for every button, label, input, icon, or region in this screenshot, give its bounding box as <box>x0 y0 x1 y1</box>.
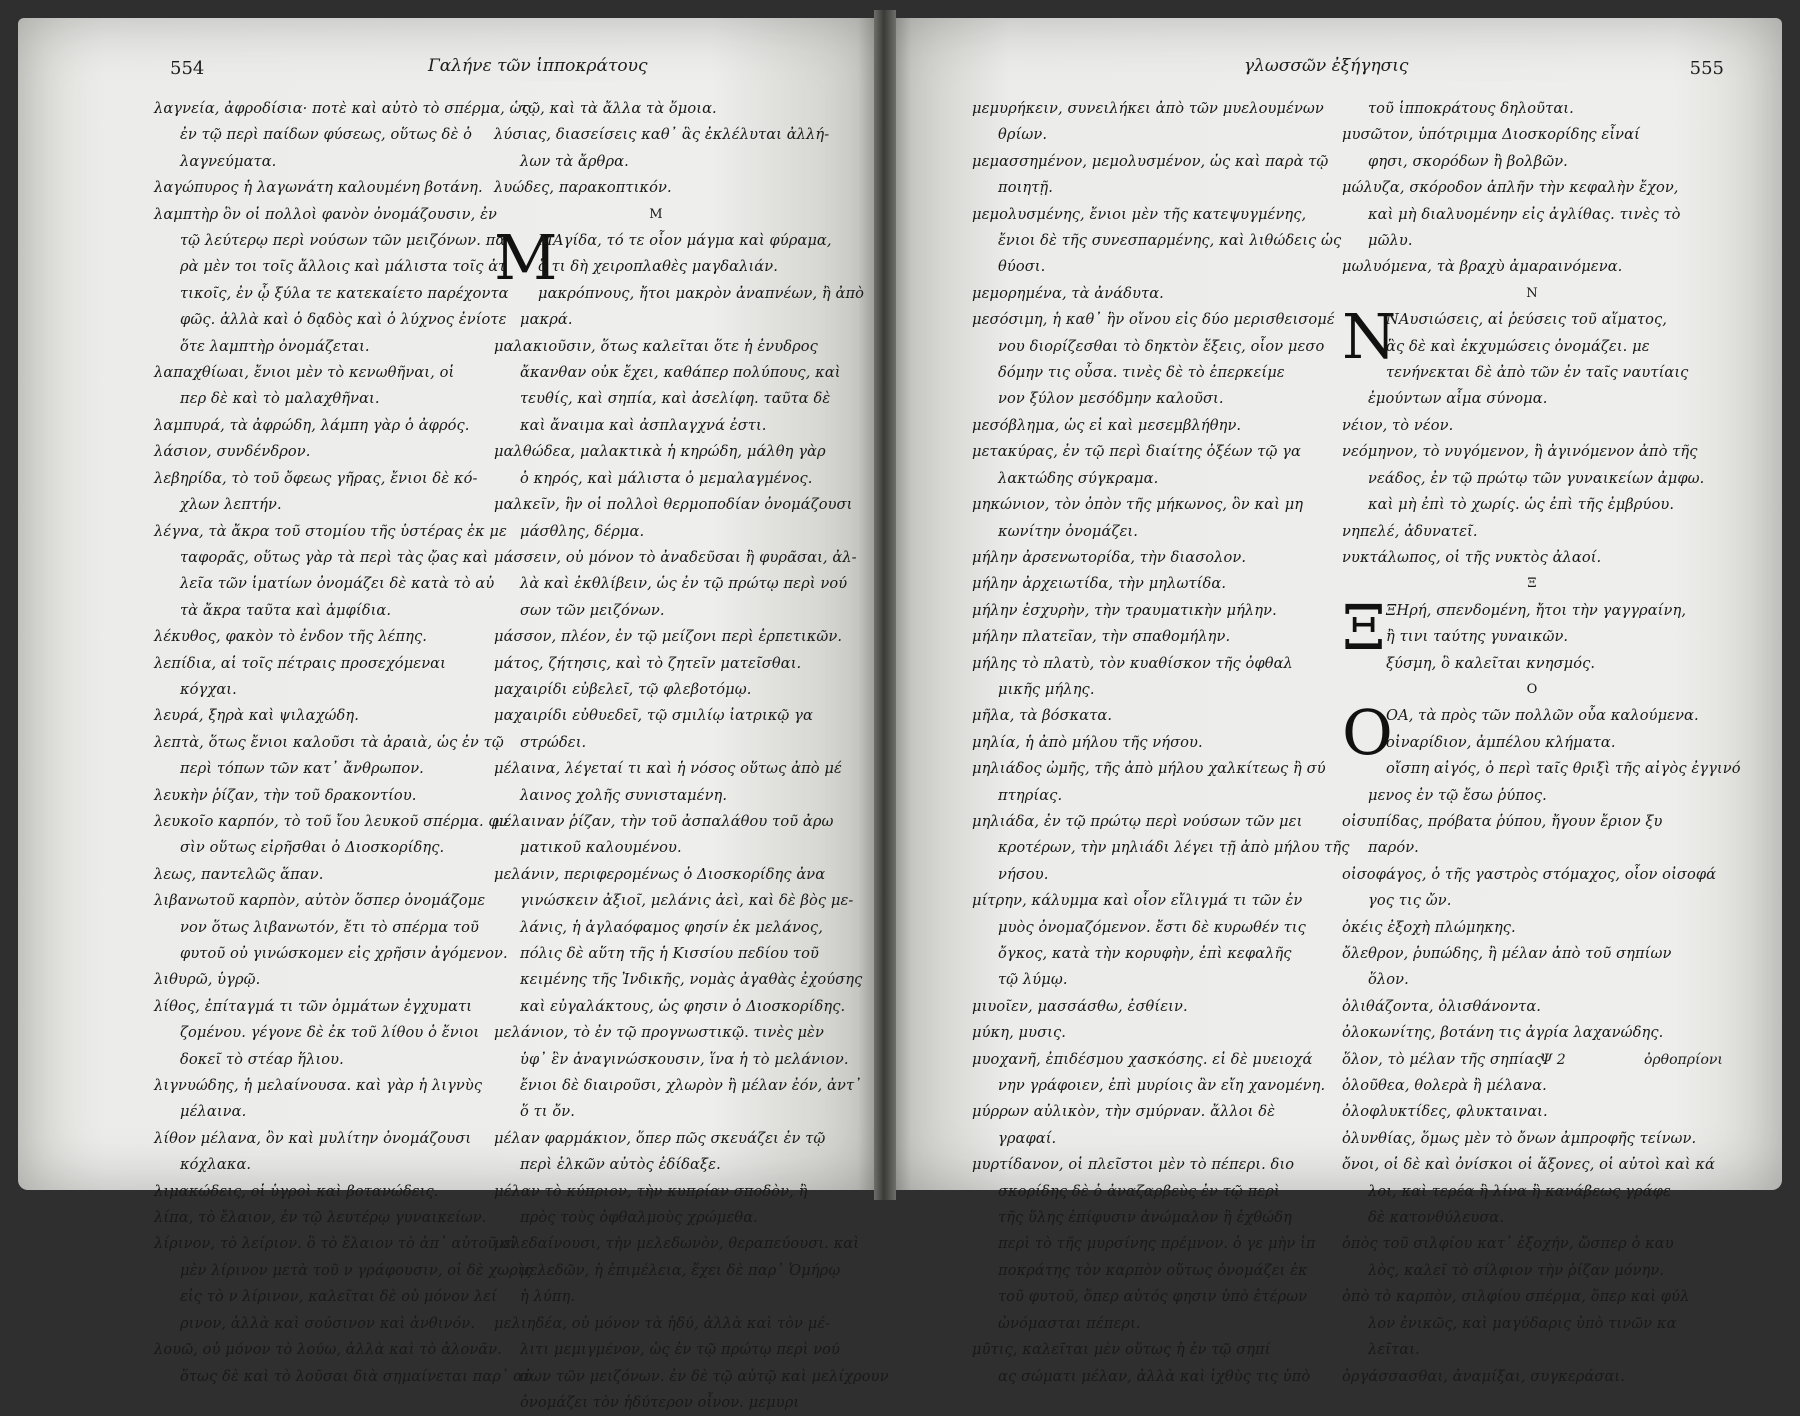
right-page <box>884 18 1782 1385</box>
text-line: λέκυθος, φακὸν τὸ ἐνδον τῆς λέπης. <box>154 628 428 646</box>
text-line: τῷ λεύτερῳ περὶ νούσων τῶν μειζόνων. πα <box>180 232 506 250</box>
text-line: μαλθώδεα, μαλακτικὰ ἡ κηρώδη, μάλθη γὰρ <box>494 443 826 461</box>
text-line: σων τῶν μειζόνων. ἐν δὲ τῷ αὐτῷ καὶ μελίχρουν <box>520 1367 889 1385</box>
text-line: μαλκεῖν, ἣν οἱ πολλοὶ θερμοποδίαν ὀνομάζουσι <box>494 496 853 514</box>
text-line: μηλία, ἡ ἀπὸ μήλου τῆς νήσου. <box>972 733 1203 751</box>
text-line: λεως, παντελῶς ἅπαν. <box>154 865 324 883</box>
text-line: κωνίτην ὀνομάζει. <box>998 522 1138 540</box>
text-column-2 <box>494 96 889 1416</box>
text-line: τῆς ὕλης ἐπίφυσιν ἀνώμαλον ἢ ἐχθώδη <box>998 1209 1293 1227</box>
text-line: κόγχαι. <box>180 680 237 698</box>
text-line: λύσιας, διασείσεις καθ᾽ ἃς ἐκλέλυται ἀλλή- <box>494 126 830 144</box>
text-line: μάσσον, πλέον, ἐν τῷ μείζονι περὶ ἑρπετικῶν. <box>494 628 843 646</box>
text-line: ΝΑυσιώσεις, αἱ ῥεύσεις τοῦ αἵματος, <box>1386 311 1668 329</box>
text-line: περὶ τὸ τῆς μυρσίνης πρέμνον. ὁ γε μὴν ἱπ <box>998 1235 1316 1253</box>
text-line: καὶ ἄναιμα καὶ ἀσπλαγχνά ἐστι. <box>520 416 767 434</box>
text-line: μώλυζα, σκόροδον ἁπλῆν τὴν κεφαλὴν ἔχον, <box>1342 179 1679 197</box>
text-line: περὶ ἑλκῶν αὐτὸς ἐδίδαξε. <box>520 1156 721 1174</box>
text-line: λεβηρίδα, τὸ τοῦ ὄφεως γῆρας, ἔνιοι δὲ κό- <box>154 469 478 487</box>
text-line: λιθυρῶ, ὑγρῷ. <box>154 971 261 989</box>
running-head: γλωσσῶν ἐξήγησις <box>1244 56 1409 76</box>
text-line: κόχλακα. <box>180 1156 252 1174</box>
text-line: ὀλοκωνίτης, βοτάνη τις ἀγρία λαχανώδης. <box>1342 1024 1664 1042</box>
text-line: μηλιάδα, ἐν τῷ πρώτῳ περὶ νούσων τῶν μει <box>972 812 1303 830</box>
text-line: μέλαιναν ῥίζαν, τὴν τοῦ ἀσπαλάθου τοῦ ἀρω <box>494 812 834 830</box>
text-line: ὅλον, τὸ μέλαν τῆς σηπίας. <box>1342 1050 1548 1068</box>
text-line: μίτρην, κάλυμμα καὶ οἷον εἴλιγμά τι τῶν ἐν <box>972 892 1303 910</box>
text-line: λακτώδης σύγκραμα. <box>998 469 1159 487</box>
text-line: μήλην ἐσχυρὴν, τὴν τραυματικὴν μήλην. <box>972 601 1277 619</box>
running-head: Γαλήνε τῶν ἱπποκράτους <box>428 56 648 76</box>
text-line: μέλαν φαρμάκιον, ὅπερ πῶς σκευάζει ἐν τῷ <box>494 1129 826 1147</box>
text-line: μέλαινα. <box>180 1103 247 1121</box>
text-line: ὁ κηρός, καὶ μάλιστα ὁ μεμαλαγμένος. <box>520 469 813 487</box>
text-line: ὄγκος, κατὰ τὴν κορυφὴν, ἐπὶ κεφαλῆς <box>998 945 1292 962</box>
text-line: μῆλα, τὰ βόσκατα. <box>972 707 1113 725</box>
text-line: λων τὰ ἄρθρα. <box>520 152 629 170</box>
text-line: νεόμηνον, τὸ νυγόμενον, ἢ ἀγινόμενον ἀπὸ τῆς <box>1342 443 1698 461</box>
left-page-header <box>18 56 884 86</box>
text-line: τῷ λύμῳ. <box>998 971 1068 989</box>
text-line: ὅτως δὲ καὶ τὸ λοῦσαι διὰ σημαίνεται παρ᾽ αὐ <box>180 1367 533 1385</box>
text-line: λουῶ, οὐ μόνον τὸ λούω, ἀλλὰ καὶ τὸ ἀλονᾶν. <box>154 1341 502 1359</box>
text-line: μήλην ἀρσενωτορίδα, τὴν διασολον. <box>972 548 1247 566</box>
text-line: ὀκέις ἐξοχὴ πλώμηκης. <box>1342 918 1516 936</box>
text-line: λευκοῖο καρπόν, τὸ τοῦ ἴου λευκοῦ σπέρμα. φυ <box>154 812 508 830</box>
text-line: ὅτε λαμπτὴρ ὀνομάζεται. <box>180 337 370 355</box>
text-line: ΜΑγίδα, τό τε οἷον μάγμα καὶ φύραμα, <box>538 232 832 250</box>
text-line: καὶ μὴ ἐπὶ τὸ χωρίς. ὡς ἐπὶ τῆς ἐμβρύου. <box>1368 496 1675 514</box>
text-line: μελάνιν, περιφερομένως ὁ Διοσκορίδης ἀνα <box>494 865 826 883</box>
text-line: μάτος, ζήτησις, καὶ τὸ ζητεῖν ματεῖσθαι. <box>494 654 802 672</box>
text-line: μήλης τὸ πλατὺ, τὸν κυαθίσκον τῆς ὀφθαλ <box>972 654 1293 672</box>
text-line: τευθίς, καὶ σηπία, καὶ ἀσελίφη. ταῦτα δὲ <box>520 390 831 408</box>
text-line: οἴσπη αἰγός, ὁ περὶ ταῖς θριξὶ τῆς αἰγὸς ἐγγινό <box>1386 760 1741 778</box>
text-line: λιτι μεμιγμένον, ὡς ἐν τῷ πρώτῳ περὶ νού <box>520 1341 841 1359</box>
text-line: ας σώματι μέλαν, ἀλλὰ καὶ ἰχθὺς τις ὑπὸ <box>998 1367 1311 1385</box>
text-line: λίπα, τὸ ἔλαιον, ἐν τῷ λευτέρῳ γυναικείων. <box>154 1209 487 1227</box>
text-line: ἡ λύπη. <box>520 1288 576 1306</box>
signature-mark: Ψ 2 <box>1540 1052 1566 1068</box>
book-gutter <box>874 10 896 1200</box>
text-line: λάσιον, συνδένδρον. <box>154 443 311 461</box>
text-line: μήλην πλατεῖαν, τὴν σπαθομήλην. <box>972 628 1231 646</box>
text-line: λαμπτὴρ ὃν οἱ πολλοὶ φανὸν ὀνομάζουσιν, ἐν <box>154 205 498 223</box>
text-line: δὲ κατονθύλευσα. <box>1368 1209 1505 1227</box>
section-letter: Ξ <box>1527 576 1537 592</box>
text-line: μυσῶτον, ὑπότριμμα Διοσκορίδης εἶναί <box>1342 126 1640 144</box>
drop-cap: N <box>1342 300 1397 374</box>
text-line: κροτέρων, τὴν μηλιάδι λέγει τῇ ἀπὸ μήλου τῆς <box>998 839 1350 857</box>
text-line: νον ὅτως λιβανωτόν, ἔτι τὸ σπέρμα τοῦ <box>180 918 479 936</box>
text-line: σὶν οὕτως εἰρῆσθαι ὁ Διοσκορίδης. <box>180 839 445 857</box>
text-line: μαχαιρίδι εὐβελεῖ, τῷ φλεβοτόμῳ. <box>494 680 752 698</box>
text-line: οἰσοφάγος, ὁ τῆς γαστρὸς στόμαχος, οἷον οἰσοφά <box>1342 865 1717 883</box>
text-line: φυτοῦ οὐ γινώσκομεν εἰς χρῆσιν ἀγόμενον. <box>180 945 508 962</box>
text-line: τοῦ φυτοῦ, ὅπερ αὐτός φησιν ὑπὸ ἑτέρων <box>998 1288 1308 1306</box>
text-line: λαμπυρά, τὰ ἀφρώδη, λάμπη γὰρ ὁ ἀφρός. <box>154 416 470 434</box>
text-line: μηλιάδος ὠμῆς, τῆς ἀπὸ μήλου χαλκίτεως ἢ σύ <box>972 760 1326 778</box>
text-line: νεάδος, ἐν τῷ πρώτῳ τῶν γυναικείων ἀμφω. <box>1368 469 1705 487</box>
text-line: νου διορίζεσθαι τὸ δηκτὸν ἕξεις, οἷον μεσο <box>998 337 1325 355</box>
text-line: ἃς δὲ καὶ ἐκχυμώσεις ὀνομάζει. με <box>1386 337 1650 355</box>
text-line: μωλυόμενα, τὰ βραχὺ ἀμαραινόμενα. <box>1342 258 1623 276</box>
text-line: λὰ καὶ ἐκθλίβειν, ὡς ἐν τῷ πρώτῳ περὶ νού <box>520 575 848 593</box>
text-line: ὀργάσσασθαι, ἀναμίξαι, συγκεράσαι. <box>1342 1367 1625 1385</box>
text-line: λιμακώδεις, οἱ ὑγροὶ καὶ βοτανώδεις. <box>154 1182 439 1200</box>
left-page <box>18 18 889 1411</box>
text-line: παρόν. <box>1368 839 1419 857</box>
text-line: μεμολυσμένης, ἔνιοι μὲν τῆς κατεψυγμένης, <box>972 205 1307 223</box>
page-number: 554 <box>170 58 205 79</box>
text-column-2 <box>1342 96 1741 1390</box>
text-line: μενος ἐν τῷ ἔσω ῥύπος. <box>1368 786 1547 804</box>
text-line: νηπελέ, ἀδυνατεῖ. <box>1342 522 1478 540</box>
text-line: λιβανωτοῦ καρπὸν, αὐτὸν ὅσπερ ὀνομάζομε <box>154 892 486 910</box>
text-line: γος τις ὤν. <box>1368 892 1452 910</box>
text-line: ὄλεθρον, ῥυπώδης, ἢ μέλαν ἀπὸ τοῦ σηπίων <box>1342 945 1672 962</box>
text-line: πτηρίας. <box>998 786 1063 804</box>
text-line: μελεδαίνουσι, τὴν μελεδωνὸν, θεραπεύουσι. καὶ <box>494 1235 860 1253</box>
text-line: μῶλυ. <box>1368 232 1413 250</box>
text-line: ρινον, ἀλλὰ καὶ σούσινον καὶ ἀνθινόν. <box>180 1314 476 1332</box>
text-line: χλων λεπτήν. <box>180 496 282 514</box>
text-line: μάσθλης, δέρμα. <box>520 522 645 540</box>
text-line: μελιηδέα, οὐ μόνον τὰ ἡδύ, ἀλλὰ καὶ τὸν μέ- <box>494 1314 831 1332</box>
section-letter: Ο <box>1526 681 1538 697</box>
text-line: ἐν τῷ περὶ παίδων φύσεως, οὕτως δὲ ὁ <box>180 126 473 144</box>
text-line: ἔνιοι δὲ διαιροῦσι, χλωρὸν ἢ μέλαν ἐόν, ἀντ᾽ <box>520 1077 862 1095</box>
text-line: λεπτὰ, ὅτως ἔνιοι καλοῦσι τὰ ἀραιὰ, ὡς ἐν τῷ <box>154 733 504 751</box>
text-line: ἢ τινι ταύτης γυναικῶν. <box>1386 628 1569 646</box>
text-line: λὸς, καλεῖ τὸ σίλφιον τὴν ῥίζαν μόνην. <box>1368 1261 1665 1279</box>
drop-cap: Ξ <box>1342 590 1386 664</box>
text-line: θρίων. <box>998 126 1048 144</box>
text-line: λεῖα τῶν ἱματίων ὀνομάζει δὲ κατὰ τὸ αὐ <box>180 575 495 593</box>
text-line: λευκὴν ῥίζαν, τὴν τοῦ δρακοντίου. <box>154 786 417 804</box>
text-line: στρώδει. <box>520 733 587 751</box>
text-line: ὀλυνθίας, ὅμως μὲν τὸ ὄνων ἀμπροφῆς τείνων. <box>1342 1129 1697 1147</box>
text-line: πόλις δὲ αὕτη τῆς ἡ Κισσίου πεδίου τοῦ <box>520 945 819 962</box>
text-line: ὀλοφλυκτίδες, φλυκταιναι. <box>1342 1103 1548 1121</box>
text-line: λαγώπυρος ἡ λαγωνάτη καλουμένη βοτάνη. <box>154 179 483 197</box>
text-line: λεῖται. <box>1368 1341 1420 1359</box>
text-line: λίρινον, τὸ λείριον. ὃ τὸ ἔλαιον τὸ ἀπ᾽ αὐτοῦ οἱ <box>154 1235 516 1253</box>
text-line: φησι, σκορόδων ἢ βολβῶν. <box>1368 152 1568 170</box>
text-line: μήλην ἀρχειωτίδα, τὴν μηλωτίδα. <box>972 575 1227 593</box>
text-line: τῷ, καὶ τὰ ἄλλα τὰ ὅμοια. <box>520 100 717 117</box>
text-line: μάσσειν, οὐ μόνον τὸ ἀναδεῦσαι ἢ φυρᾶσαι, ἀλ- <box>494 548 857 566</box>
text-line: λέγνα, τὰ ἄκρα τοῦ στομίου τῆς ὑστέρας ἐκ με <box>154 522 507 540</box>
text-line: σων τῶν μειζόνων. <box>520 601 665 619</box>
text-line: κειμένης τῆς Ἰνδικῆς, νομὰς ἀγαθὰς ἐχούσης <box>520 971 863 989</box>
text-line: μικῆς μήλης. <box>998 680 1095 698</box>
text-line: λον ἐνικῶς, καὶ μαγύδαρις ὑπὸ τινῶν κα <box>1368 1314 1677 1332</box>
text-line: μυοχανῆ, ἐπιδέσμου χασκόσης. εἰ δὲ μυειοχά <box>972 1050 1313 1068</box>
text-line: ΟΑ, τὰ πρὸς τῶν πολλῶν οὗα καλούμενα. <box>1386 707 1699 725</box>
text-line: ὑφ᾽ ἓν ἀναγινώσκουσιν, ἵνα ἡ τὸ μελάνιον. <box>520 1050 849 1068</box>
text-line: λαινος χολῆς συνισταμένη. <box>520 786 728 804</box>
text-line: μῦτις, καλεῖται μὲν οὕτως ἡ ἐν τῷ σηπί <box>972 1341 1271 1359</box>
right-page-header <box>884 56 1782 86</box>
text-line: ζομένου. γέγονε δὲ ἐκ τοῦ λίθου ὁ ἔνιοι <box>180 1024 480 1042</box>
text-line: τικοῖς, ἐν ᾧ ξύλα τε κατεκαίετο παρέχοντα <box>180 284 509 302</box>
text-line: τοῦ ἱπποκράτους δηλοῦται. <box>1368 100 1574 117</box>
text-line: θύοσι. <box>998 258 1046 276</box>
text-line: ὠνόμασται πέπερι. <box>998 1314 1141 1332</box>
text-line: περὶ τόπων τῶν κατ᾽ ἄνθρωπον. <box>180 760 424 778</box>
text-line: ὀλοῦθεα, θολερὰ ἢ μέλανα. <box>1342 1077 1547 1095</box>
text-line: ἐμούντων αἷμα σύνομα. <box>1368 390 1548 408</box>
text-line: ἔνιοι δὲ τῆς συνεσπαρμένης, καὶ λιθώδεις ὡς <box>998 232 1342 250</box>
text-line: νέιον, τὸ νέον. <box>1342 416 1454 434</box>
text-line: μετακύρας, ἐν τῷ περὶ διαίτης ὀξέων τῷ γα <box>972 443 1301 461</box>
text-line: λεπίδια, αἱ τοῖς πέτραις προσεχόμεναι <box>154 654 446 672</box>
page-number: 555 <box>1689 58 1724 79</box>
text-line: ὀπὸ τὸ καρπὸν, σιλφίου σπέρμα, ὅπερ καὶ φύλ <box>1342 1288 1690 1306</box>
text-line: ματικοῦ καλουμένου. <box>520 839 682 857</box>
text-line: λίθον μέλανα, ὃν καὶ μυλίτην ὀνομάζουσι <box>154 1129 472 1147</box>
text-line: λαπαχθίωαι, ἔνιοι μὲν τὸ κενωθῆναι, οἱ <box>154 364 455 382</box>
text-line: φῶς. ἀλλὰ καὶ ὁ δᾳδὸς καὶ ὁ λύχνος ἐνίοτε <box>180 311 507 329</box>
text-line: ἄκανθαν οὐκ ἔχει, καθάπερ πολύπους, καὶ <box>520 364 841 382</box>
text-line: ὄνοι, οἱ δὲ καὶ ὀνίσκοι οἱ ἄξονες, οἱ αὐτοὶ καὶ κά <box>1342 1156 1715 1174</box>
text-line: ὀνομάζει τὸν ἡδύτερον οἶνον. μεμυρι <box>520 1393 800 1411</box>
text-column-1 <box>154 96 533 1390</box>
text-line: τὰ ἄκρα ταῦτα καὶ ἀμφίδια. <box>180 601 392 619</box>
text-line: σκορίδης δὲ ὁ ἀναζαρβεὺς ἐν τῷ περὶ <box>998 1182 1280 1200</box>
text-line: μελεδῶν, ἡ ἐπιμέλεια, ἔχει δὲ παρ᾽ Ὁμήρῳ <box>520 1261 841 1279</box>
section-letter: Ν <box>1526 285 1538 301</box>
text-line: μέλαν τὸ κύπριον, τὴν κυπρίαν σποδὸν, ἢ <box>494 1182 808 1200</box>
text-line: μεμασσημένον, μεμολυσμένον, ὡς καὶ παρὰ τῷ <box>972 152 1329 170</box>
text-line: λίθος, ἐπίταγμά τι τῶν ὀμμάτων ἐγχυματι <box>154 997 473 1015</box>
text-line: μέλαινα, λέγεταί τι καὶ ἡ νόσος οὕτως ἀπὸ μέ <box>494 760 842 778</box>
text-line: μηκώνιον, τὸν ὀπὸν τῆς μήκωνος, ὃν καὶ μη <box>972 496 1304 514</box>
text-line: λευρά, ξηρὰ καὶ ψιλαχώδη. <box>154 707 359 725</box>
text-line: ποιητῇ. <box>998 179 1053 197</box>
text-line: ΞΗρή, σπενδομένη, ἤτοι τὴν γαγγραίνη, <box>1386 601 1687 619</box>
text-line: ὅ τι ὄν. <box>520 1103 575 1121</box>
text-line: μιυοῖεν, μασσάσθω, ἐσθίειν. <box>972 997 1188 1015</box>
section-letter: Μ <box>649 206 663 222</box>
text-line: λοι, καὶ τερέα ἢ λίνα ἢ κανάβεως γράφε <box>1368 1182 1671 1200</box>
text-line: μακρόπνους, ἤτοι μακρὸν ἀναπνέων, ἢ ἀπὸ <box>538 284 865 302</box>
text-line: οἰναρίδιον, ἀμπέλου κλήματα. <box>1386 733 1616 751</box>
text-line: μεσόβλημα, ὡς εἰ καὶ μεσεμβλήθην. <box>972 416 1242 434</box>
text-line: πρὸς τοὺς ὀφθαλμοὺς χρώμεθα. <box>520 1209 758 1227</box>
text-line: γραφαί. <box>998 1129 1057 1147</box>
text-line: μεμυρήκειν, συνειλήκει ἀπὸ τῶν μυελουμένων <box>972 100 1324 117</box>
drop-cap: M <box>494 221 558 295</box>
text-line: μεμορημένα, τὰ ἀνάδυτα. <box>972 284 1164 302</box>
text-line: μελάνιον, τὸ ἐν τῷ προγνωστικῷ. τινὲς μὲν <box>494 1024 824 1042</box>
text-line: λαγνεία, ἀφροδίσια· ποτὲ καὶ αὐτὸ τὸ σπέρμα, ὡς <box>154 100 530 117</box>
text-line: μαλακιοῦσιν, ὅτως καλεῖται ὅτε ἡ ἐνυδρος <box>494 337 818 355</box>
text-line: μύρρων αὐλικὸν, τὴν σμύρναν. ἄλλοι δὲ <box>972 1103 1276 1121</box>
text-line: τενήνεκται δὲ ἀπὸ τῶν ἐν ταῖς ναυτίαις <box>1386 364 1689 382</box>
text-line: περ δὲ καὶ τὸ μαλαχθῆναι. <box>180 390 380 408</box>
text-line: μυρτίδανον, οἱ πλεῖστοι μὲν τὸ πέπερι. διο <box>972 1156 1295 1174</box>
text-line: μυὸς ὀνομαζόμενον. ἔστι δὲ κυρωθέν τις <box>998 918 1306 936</box>
text-line: λάνις, ἡ ἀγλαόφαμος φησίν ἐκ μελάνος, <box>520 918 823 936</box>
text-line: λυώδες, παρακοπτικόν. <box>494 179 672 197</box>
text-line: δοκεῖ τὸ στέαρ ἥλιου. <box>180 1050 344 1068</box>
text-line: ξύσμη, ὃ καλεῖται κνησμός. <box>1386 654 1596 672</box>
text-line: μὲν λίρινον μετὰ τοῦ ν γράφουσιν, οἱ δὲ χωρὶς <box>180 1261 533 1279</box>
text-line: ταφορᾶς, οὕτως γὰρ τὰ περὶ τὰς ᾤας καὶ <box>180 548 489 566</box>
text-line: μακρά. <box>520 311 573 329</box>
text-line: νον ξύλον μεσόδμην καλοῦσι. <box>998 390 1224 408</box>
text-line: νήσου. <box>998 865 1049 883</box>
text-line: γινώσκειν ἀξιοῖ, μελάνις ἀεὶ, καὶ δὲ βὸς με- <box>520 892 854 910</box>
text-line: καὶ μὴ διαλυομένην εἰς ἀγλίθας. τινὲς τὸ <box>1368 205 1681 223</box>
text-line: ὀλιθάζοντα, ὀλισθάνοντα. <box>1342 997 1542 1015</box>
text-line: δόμην τις οὖσα. τινὲς δὲ τὸ ἐπερκείμε <box>998 364 1285 382</box>
text-line: μεσόσιμη, ἡ καθ᾽ ἣν οἴνου εἰς δύο μερισθεισομέ <box>972 311 1335 329</box>
text-line: εἰς τὸ ν λίρινον, καλεῖται δὲ οὐ μόνον λεί <box>180 1288 497 1306</box>
text-line: μαχαιρίδι εὐθυεδεῖ, τῷ σμιλίῳ ἰατρικῷ γα <box>494 707 813 725</box>
text-line: ρὰ μὲν τοι τοῖς ἄλλοις καὶ μάλιστα τοῖς ἀτ <box>180 258 507 276</box>
text-line: ὅ τι δὴ χειροπλαθὲς μαγδαλιάν. <box>538 258 778 276</box>
text-line: μύκη, μυσις. <box>972 1024 1066 1042</box>
text-line: νυκτάλωπος, οἱ τῆς νυκτὸς ἀλαοί. <box>1342 548 1602 566</box>
text-column-1 <box>972 96 1350 1390</box>
catchword: ὀρθοπρίονι <box>1644 1052 1723 1068</box>
text-line: ὅλον. <box>1368 971 1409 989</box>
text-line: ὀπὸς τοῦ σιλφίου κατ᾽ ἐξοχήν, ὥσπερ ὁ καυ <box>1342 1235 1674 1253</box>
text-line: λιγνυώδης, ἡ μελαίνουσα. καὶ γὰρ ἡ λιγνὺς <box>154 1077 483 1095</box>
text-line: οἰσυπίδας, πρόβατα ῥύπου, ἤγουν ἔριον ξυ <box>1342 812 1663 830</box>
text-line: ποκράτης τὸν καρπὸν οὕτως ὀνομάζει ἐκ <box>998 1261 1308 1279</box>
text-line: λαγνεύματα. <box>180 152 277 170</box>
text-line: νην γράφοιεν, ἐπὶ μυρίοις ἂν εἴη χανομένη. <box>998 1077 1326 1095</box>
drop-cap: O <box>1342 696 1393 770</box>
text-line: καὶ εὐγαλάκτους, ὡς φησιν ὁ Διοσκορίδης. <box>520 997 846 1015</box>
